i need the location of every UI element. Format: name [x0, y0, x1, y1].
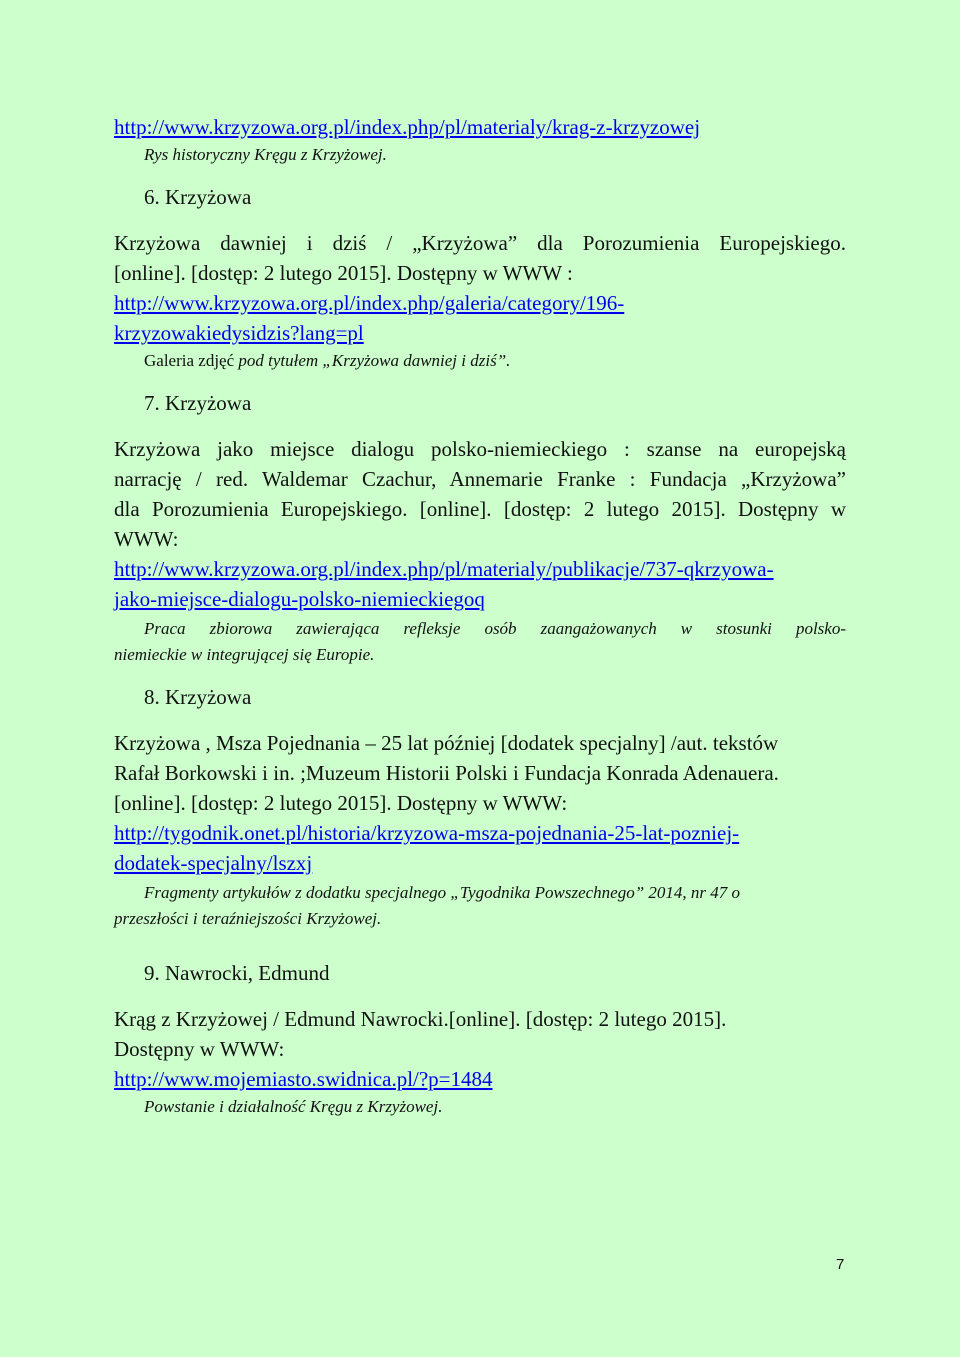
entry-link[interactable]: http://www.krzyzowa.org.pl/index.php/pl/materialy/krag-z-krzyzowej: [114, 115, 701, 139]
entry-text: narrację / red. Waldemar Czachur, Annemarie Franke : Fundacja „Krzyżowa”: [114, 467, 846, 491]
entry-note-prefix: Galeria zdjęć: [144, 351, 235, 370]
entry-heading: 7. Krzyżowa: [144, 391, 252, 415]
entry-8: [114, 682, 846, 932]
entry-text: Dostępny w WWW:: [114, 1037, 285, 1061]
entry-text: Krzyżowa dawniej i dziś / „Krzyżowa” dla Porozumienia Europejskiego.: [114, 231, 846, 255]
entry-link[interactable]: http://www.mojemiasto.swidnica.pl/?p=1484: [114, 1067, 493, 1091]
entry-text: [online]. [dostęp: 2 lutego 2015]. Dostępny w WWW :: [114, 261, 573, 285]
entry-text: Krzyżowa jako miejsce dialogu polsko-niemieckiego : szanse na europejską: [114, 437, 846, 461]
entry-link[interactable]: http://tygodnik.onet.pl/historia/krzyzowa-msza-pojednania-25-lat-pozniej-: [114, 821, 740, 845]
entry-9: [114, 958, 846, 1120]
entry-heading: 6. Krzyżowa: [144, 185, 252, 209]
entry-text: Krąg z Krzyżowej / Edmund Nawrocki.[online]. [dostęp: 2 lutego 2015].: [114, 1007, 727, 1031]
entry-6: [114, 182, 846, 374]
entry-text: [online]. [dostęp: 2 lutego 2015]. Dostępny w WWW:: [114, 791, 568, 815]
entry-heading: 8. Krzyżowa: [144, 685, 252, 709]
entry-text: Krzyżowa , Msza Pojednania – 25 lat później [dodatek specjalny] /aut. tekstów: [114, 731, 779, 755]
entry-krag: [114, 112, 846, 168]
entry-note: Powstanie i działalność Kręgu z Krzyżowej.: [144, 1097, 443, 1116]
entry-note: Rys historyczny Kręgu z Krzyżowej.: [144, 145, 387, 164]
entry-text: WWW:: [114, 527, 179, 551]
page-number: 7: [836, 1256, 845, 1273]
entry-note: przeszłości i teraźniejszości Krzyżowej.: [114, 909, 382, 928]
entry-7: [114, 388, 846, 668]
entry-text: dla Porozumienia Europejskiego. [online]. [dostęp: 2 lutego 2015]. Dostępny w: [114, 497, 846, 521]
entry-link[interactable]: dodatek-specjalny/lszxj: [114, 851, 313, 875]
entry-link[interactable]: krzyzowakiedysidzis?lang=pl: [114, 321, 364, 345]
entry-note: [114, 348, 846, 374]
entry-link[interactable]: jako-miejsce-dialogu-polsko-niemieckiegoq: [114, 587, 485, 611]
entry-heading: 9. Nawrocki, Edmund: [144, 961, 330, 985]
entry-note: niemieckie w integrującej się Europie.: [114, 645, 375, 664]
entry-note-rest: pod tytułem „Krzyżowa dawniej i dziś”.: [238, 351, 511, 370]
entry-link[interactable]: http://www.krzyzowa.org.pl/index.php/pl/materialy/publikacje/737-qkrzyowa-: [114, 557, 774, 581]
entry-link[interactable]: http://www.krzyzowa.org.pl/index.php/galeria/category/196-: [114, 291, 625, 315]
document-page: [114, 112, 846, 1120]
entry-note: Fragmenty artykułów z dodatku specjalnego „Tygodnika Powszechnego” 2014, nr 47 o: [144, 883, 741, 902]
entry-note: Praca zbiorowa zawierająca refleksje osób zaangażowanych w stosunki polsko-: [144, 619, 846, 638]
entry-text: Rafał Borkowski i in. ;Muzeum Historii Polski i Fundacja Konrada Adenauera.: [114, 761, 779, 785]
